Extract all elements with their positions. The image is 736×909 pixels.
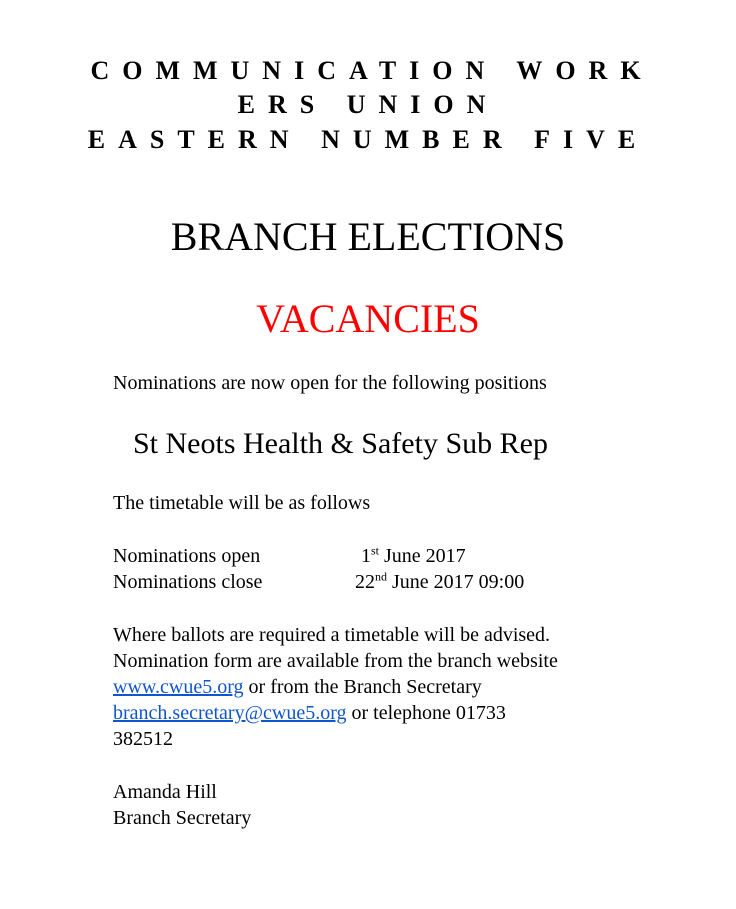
phone-continuation: 382512	[113, 728, 173, 750]
close-day-suffix: nd	[375, 569, 387, 584]
website-line-rest: or from the Branch Secretary	[243, 676, 482, 698]
open-day-suffix: st	[371, 543, 380, 558]
intro-text: Nominations are now open for the following positions	[113, 372, 547, 394]
nominations-close-label: Nominations close	[113, 571, 263, 593]
position-title: St Neots Health & Safety Sub Rep	[133, 427, 548, 460]
signatory-role: Branch Secretary	[113, 807, 252, 829]
website-link[interactable]: www.cwue5.org	[113, 676, 244, 698]
email-link[interactable]: branch.secretary@cwue5.org	[113, 702, 347, 724]
close-rest: June 2017 09:00	[387, 571, 525, 593]
open-rest: June 2017	[379, 545, 466, 567]
union-name-line-3: EASTERN NUMBER FIVE	[87, 125, 649, 154]
union-name-line-2: ERS UNION	[237, 90, 499, 119]
open-day: 1	[361, 545, 371, 567]
nominations-open-date	[361, 543, 466, 569]
email-line	[113, 700, 506, 726]
vacancies-heading: VACANCIES	[256, 296, 480, 341]
ballot-info: Where ballots are required a timetable will be advised.	[113, 624, 551, 646]
page-title: BRANCH ELECTIONS	[170, 214, 566, 259]
timetable-intro: The timetable will be as follows	[113, 492, 371, 514]
nomination-form-info: Nomination form are available from the branch website	[113, 650, 558, 672]
nominations-close-date	[355, 569, 524, 595]
website-line	[113, 674, 482, 700]
signatory-name: Amanda Hill	[113, 781, 217, 803]
close-day: 22	[355, 571, 375, 593]
nominations-open-label: Nominations open	[113, 545, 261, 567]
email-line-rest: or telephone 01733	[346, 702, 506, 724]
union-name-line-1: COMMUNICATION WORK	[90, 56, 654, 85]
